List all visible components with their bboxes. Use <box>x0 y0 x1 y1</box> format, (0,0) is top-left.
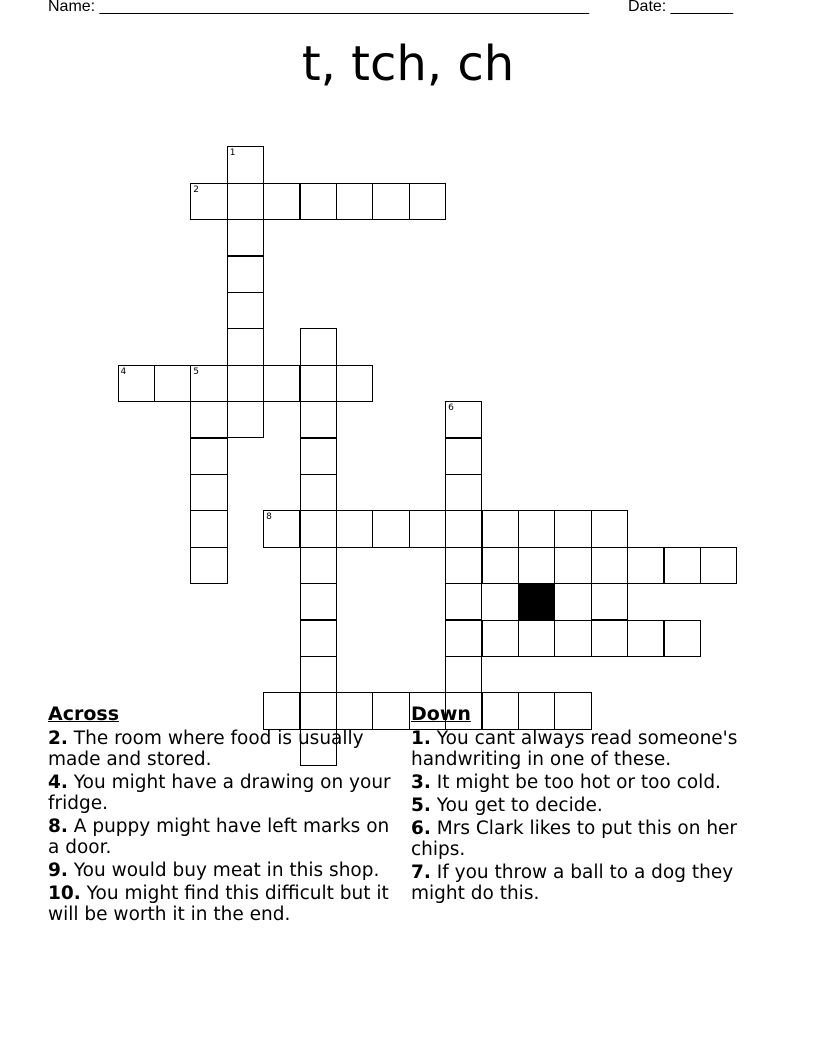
grid-cell[interactable] <box>263 510 300 547</box>
grid-cell[interactable] <box>518 510 555 547</box>
across-clue <box>48 728 393 770</box>
grid-cell[interactable] <box>300 547 337 584</box>
clue-number: 4. <box>48 772 68 793</box>
grid-cell[interactable] <box>445 656 482 693</box>
page-title: t, tch, ch <box>301 36 515 92</box>
grid-cell[interactable] <box>591 620 628 657</box>
down-clue <box>411 772 756 793</box>
clue-number-label: 2 <box>193 184 200 195</box>
grid-cell[interactable] <box>227 256 264 293</box>
across-clues <box>48 702 393 927</box>
across-heading: Across <box>48 703 120 725</box>
grid-cell[interactable] <box>190 183 227 220</box>
grid-cell[interactable] <box>445 401 482 438</box>
grid-cell[interactable] <box>154 365 191 402</box>
clue-text: You cant always read someone's handwriting in one of these. <box>411 728 738 770</box>
clue-text: If you throw a ball to a dog they might do this. <box>411 862 734 904</box>
grid-cell[interactable] <box>300 510 337 547</box>
grid-cell[interactable] <box>627 620 664 657</box>
clue-text: It might be too hot or too cold. <box>436 772 721 793</box>
clue-text: Mrs Clark likes to put this on her chips. <box>411 818 738 860</box>
grid-cell[interactable] <box>372 510 409 547</box>
clue-text: The room where food is usually made and stored. <box>48 728 364 770</box>
clue-number-label: 1 <box>229 148 236 159</box>
grid-cell[interactable] <box>445 547 482 584</box>
grid-cell[interactable] <box>482 547 519 584</box>
grid-cell[interactable] <box>227 146 264 183</box>
date-field-label: Date: _______ <box>628 0 733 15</box>
grid-cell[interactable] <box>591 510 628 547</box>
grid-cell[interactable] <box>409 183 446 220</box>
clue-number-label: 8 <box>266 512 272 523</box>
clue-number: 10. <box>48 883 81 904</box>
grid-cell[interactable] <box>445 510 482 547</box>
grid-cell[interactable] <box>190 365 227 402</box>
across-clue <box>48 816 393 858</box>
grid-cell[interactable] <box>227 183 264 220</box>
grid-cell[interactable] <box>554 547 591 584</box>
grid-cell[interactable] <box>263 183 300 220</box>
grid-cell[interactable] <box>300 365 337 402</box>
clue-text: A puppy might have left marks on a door. <box>48 816 390 858</box>
grid-cell[interactable] <box>263 365 300 402</box>
name-field-label: Name: _______________________________________________________ <box>48 0 589 15</box>
grid-cell[interactable] <box>627 547 664 584</box>
clue-number: 1. <box>411 728 431 749</box>
across-clue <box>48 772 393 814</box>
clue-number: 2. <box>48 728 68 749</box>
across-clue <box>48 883 393 925</box>
clue-number-label: 6 <box>448 403 454 414</box>
grid-cell[interactable] <box>482 510 519 547</box>
grid-cell[interactable] <box>372 183 409 220</box>
grid-cell[interactable] <box>190 510 227 547</box>
grid-cell[interactable] <box>300 656 337 693</box>
clue-text: You would buy meat in this shop. <box>73 860 380 881</box>
grid-cell[interactable] <box>227 292 264 329</box>
grid-cell[interactable] <box>300 183 337 220</box>
down-clues <box>411 702 756 906</box>
down-clue <box>411 862 756 904</box>
grid-cell[interactable] <box>700 547 737 584</box>
clue-number-label: 5 <box>193 366 200 377</box>
grid-cell[interactable] <box>227 219 264 256</box>
grid-cell[interactable] <box>190 547 227 584</box>
clue-text: You might find this difficult but it will be worth it in the end. <box>48 883 389 925</box>
grid-cell[interactable] <box>482 620 519 657</box>
grid-cell[interactable] <box>664 620 701 657</box>
down-clue <box>411 818 756 860</box>
grid-cell[interactable] <box>445 620 482 657</box>
grid-cell[interactable] <box>591 547 628 584</box>
grid-cell[interactable] <box>336 365 373 402</box>
clue-number: 8. <box>48 816 68 837</box>
across-clue <box>48 860 393 881</box>
grid-cell[interactable] <box>300 583 337 620</box>
grid-cell[interactable] <box>300 401 337 438</box>
grid-cell[interactable] <box>190 438 227 475</box>
clue-text: You might have a drawing on your fridge. <box>48 772 391 814</box>
grid-cell[interactable] <box>300 474 337 511</box>
grid-cell[interactable] <box>554 510 591 547</box>
clue-number: 5. <box>411 795 431 816</box>
clue-number-label: 4 <box>120 366 127 377</box>
grid-cell[interactable] <box>445 583 482 620</box>
grid-cell[interactable] <box>591 583 628 620</box>
grid-cell[interactable] <box>518 620 555 657</box>
grid-cell[interactable] <box>409 510 446 547</box>
down-clue <box>411 728 756 770</box>
grid-block <box>518 583 555 620</box>
grid-cell[interactable] <box>118 365 155 402</box>
grid-cell[interactable] <box>336 183 373 220</box>
grid-cell[interactable] <box>664 547 701 584</box>
grid-cell[interactable] <box>554 620 591 657</box>
clue-number: 6. <box>411 818 431 839</box>
clue-number: 9. <box>48 860 68 881</box>
grid-cell[interactable] <box>190 401 227 438</box>
grid-cell[interactable] <box>227 365 264 402</box>
grid-cell[interactable] <box>336 510 373 547</box>
grid-cell[interactable] <box>300 328 337 365</box>
grid-cell[interactable] <box>300 620 337 657</box>
down-clue <box>411 795 756 816</box>
clue-text: You get to decide. <box>436 795 603 816</box>
grid-cell[interactable] <box>300 438 337 475</box>
clue-number: 3. <box>411 772 431 793</box>
grid-cell[interactable] <box>518 547 555 584</box>
grid-cell[interactable] <box>227 328 264 365</box>
grid-cell[interactable] <box>190 474 227 511</box>
grid-cell[interactable] <box>445 438 482 475</box>
grid-cell[interactable] <box>445 474 482 511</box>
down-heading: Down <box>411 703 471 725</box>
clue-number: 7. <box>411 862 431 883</box>
grid-cell[interactable] <box>227 401 264 438</box>
